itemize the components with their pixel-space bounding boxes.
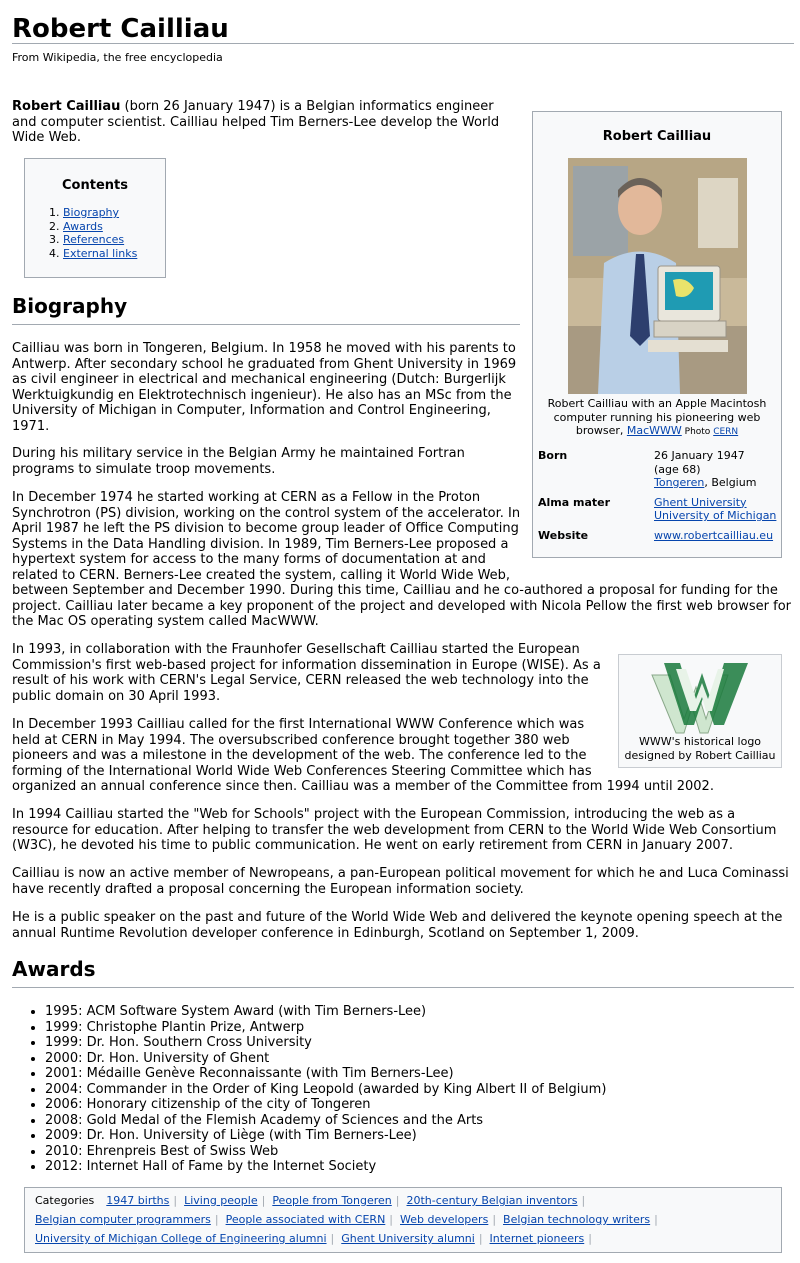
www-logo-figure bbox=[618, 654, 782, 768]
toc-link-external-links[interactable]: External links bbox=[63, 246, 138, 260]
toc-title: Contents bbox=[62, 178, 128, 193]
intro-text: (born 26 January 1947) is a Belgian informatics engineer and computer scientist. Cailliau helped Tim Berners-Lee develop the World Wide Web. bbox=[12, 99, 500, 145]
award-item: • 1999: Christophe Plantin Prize, Antwerp bbox=[45, 1020, 794, 1036]
website-label: Website bbox=[538, 528, 589, 542]
tongeren-link[interactable]: Tongeren bbox=[654, 476, 705, 489]
born-place bbox=[654, 476, 778, 490]
biography-paragraph-6: In 1994 Cailliau started the "Web for Schools" project with the European Commission, introducing the web as a resource for education. After helping to transfer the web development from CERN to the World Wide Web Consortium (W3C), he devoted his time to public communication. He went on early retirement from CERN in January 2007. bbox=[12, 807, 777, 853]
alma-mater-label: Alma mater bbox=[538, 495, 611, 509]
www-logo-icon bbox=[650, 659, 750, 735]
born-value bbox=[654, 449, 778, 490]
toc-item bbox=[63, 247, 165, 261]
category-link[interactable]: Belgian technology writers bbox=[503, 1213, 651, 1226]
biography-paragraph-4-text: In 1993, in collaboration with the Fraunhofer Gesellschaft Cailliau started the European Commission's first web-based project for information dissemination in Europe (WISE). As a result of his work with CERN's Legal Service, CERN released the web technology into the public domain on 30 April 1993. bbox=[12, 642, 601, 704]
award-item: • 2004: Commander in the Order of King Leopold (awarded by King Albert II of Belgium) bbox=[45, 1082, 794, 1098]
categories-label: Categories bbox=[35, 1194, 95, 1207]
born-label: Born bbox=[538, 449, 568, 462]
category-link[interactable]: 1947 births bbox=[106, 1194, 170, 1207]
born-date: 26 January 1947 bbox=[654, 449, 745, 462]
biography-paragraph-7: Cailliau is now an active member of Newropeans, a pan-European political movement for which he and Luca Cominassi have recently drafted a proposal concerning the European information society. bbox=[12, 866, 789, 897]
category-link[interactable]: People associated with CERN bbox=[225, 1213, 386, 1226]
award-item: • 2012: Internet Hall of Fame by the Internet Society bbox=[45, 1159, 794, 1175]
category-link[interactable]: University of Michigan College of Engineering alumni bbox=[35, 1232, 327, 1245]
toc-item bbox=[63, 233, 165, 247]
award-item: • 2000: Dr. Hon. University of Ghent bbox=[45, 1051, 794, 1067]
infobox-row-born bbox=[538, 449, 778, 490]
toc-link-awards[interactable]: Awards bbox=[63, 219, 103, 233]
biography-paragraph-8: He is a public speaker on the past and future of the World Wide Web and delivered the keynote opening speech at the annual Runtime Revolution developer conference in Edinburgh, Scotland on September 1, 2009. bbox=[12, 910, 783, 941]
ghent-university-link[interactable]: Ghent University bbox=[654, 495, 747, 509]
table-of-contents bbox=[24, 158, 166, 278]
page-title: Robert Cailliau bbox=[12, 0, 794, 44]
intro-bold-name: Robert Cailliau bbox=[12, 99, 121, 114]
toc-link-biography[interactable]: Biography bbox=[63, 206, 120, 219]
award-item: • 2001: Médaille Genève Reconnaissante (with Tim Berners-Lee) bbox=[45, 1066, 794, 1082]
university-of-michigan-link[interactable]: University of Michigan bbox=[654, 509, 777, 522]
category-link[interactable]: Web developers bbox=[400, 1213, 489, 1226]
born-country: , Belgium bbox=[704, 476, 757, 489]
cern-link[interactable]: CERN bbox=[713, 427, 739, 437]
infobox-title: Robert Cailliau bbox=[602, 129, 712, 144]
biography-heading: Biography bbox=[12, 294, 520, 325]
portrait-photo-icon bbox=[568, 158, 747, 394]
award-item: • 1995: ACM Software System Award (with Tim Berners-Lee) bbox=[45, 1004, 794, 1020]
website-link[interactable]: www.robertcailliau.eu bbox=[654, 528, 774, 542]
born-age: (age 68) bbox=[654, 462, 701, 476]
category-link[interactable]: Internet pioneers bbox=[489, 1232, 585, 1245]
infobox-caption bbox=[539, 397, 775, 440]
category-link[interactable]: Living people bbox=[184, 1194, 258, 1207]
award-item: • 2009: Dr. Hon. University of Liège (with Tim Berners-Lee) bbox=[45, 1128, 794, 1144]
toc-item bbox=[63, 220, 165, 234]
award-item: • 1999: Dr. Hon. Southern Cross University bbox=[45, 1035, 794, 1051]
www-logo-caption: WWW's historical logo designed by Robert Cailliau bbox=[624, 735, 776, 762]
category-link[interactable]: 20th-century Belgian inventors bbox=[406, 1194, 578, 1207]
biography-paragraph-2: During his military service in the Belgian Army he maintained Fortran programs to simulate troop movements. bbox=[12, 446, 465, 477]
biography-paragraph-1: Cailliau was born in Tongeren, Belgium. In 1958 he moved with his parents to Antwerp. After secondary school he graduated from Ghent University in 1969 as civil engineer in electrical and mechanical engineering (Dutch: Burgerlijk Werktuigkundig en Elektrotechnisch ingenieur). He also has an MSc from the University of Michigan in Computer, Information and Control Engineering, 1971. bbox=[12, 341, 517, 434]
toc-item bbox=[63, 206, 165, 220]
toc-link-references[interactable]: References bbox=[63, 233, 125, 246]
categories-box: Categories 1947 births | Living people | People from Tongeren | 20th-century Belgian inventors | Belgian computer programmers | People associated with CERN | Web developers | Belgian technology writers | University of Michigan College of Engineering alumni | Ghent University alumni | Internet pioneers | bbox=[24, 1187, 782, 1253]
category-link[interactable]: Ghent University alumni bbox=[341, 1232, 475, 1245]
category-link[interactable]: Belgian computer programmers bbox=[35, 1213, 211, 1226]
biography-paragraph-3-text: In December 1974 he started working at CERN as a Fellow in the Proton Synchrotron (PS) division, working on the control system of the accelerator. In April 1987 he left the PS division to become group leader of Office Computing Systems in the Data Handling division. In 1989, Tim Berners-Lee proposed a hypertext system for access to the many forms of documentation at and related to CERN. Berners-Lee created the system, calling it World Wide Web, between September and December 1990. During this time, Cailliau and he co-authored a proposal for funding for the project. Cailliau later became a key proponent of the project and developed with Nicola Pellow the first web browser for the Mac OS operating system called MacWWW. bbox=[12, 490, 792, 629]
awards-list bbox=[12, 1004, 794, 1175]
caption-photo-credit: Photo bbox=[681, 427, 714, 437]
intro-paragraph bbox=[12, 99, 507, 146]
biography-paragraph-3 bbox=[12, 490, 794, 630]
category-link[interactable]: People from Tongeren bbox=[272, 1194, 392, 1207]
award-item: • 2010: Ehrenpreis Best of Swiss Web bbox=[45, 1144, 794, 1160]
awards-heading: Awards bbox=[12, 957, 794, 988]
biography-paragraph-5-text: In December 1993 Cailliau called for the first International WWW Conference which was held at CERN in May 1994. The oversubscribed conference brought together 380 web pioneers and was a milestone in the development of the web. The conference led to the forming of the International World Wide Web Conferences Steering Committee which has organized an annual conference since then. Cailliau was a member of the Committee from 1994 until 2002. bbox=[12, 717, 714, 794]
caption-text: Robert Cailliau with an Apple Macintosh computer running his pioneering web browser, bbox=[547, 397, 767, 437]
macwww-link[interactable]: MacWWW bbox=[626, 424, 682, 437]
award-item: • 2008: Gold Medal of the Flemish Academy of Sciences and the Arts bbox=[45, 1113, 794, 1129]
toc-list bbox=[25, 206, 165, 260]
award-item: • 2006: Honorary citizenship of the city of Tongeren bbox=[45, 1097, 794, 1113]
page-subtitle: From Wikipedia, the free encyclopedia bbox=[12, 51, 223, 64]
